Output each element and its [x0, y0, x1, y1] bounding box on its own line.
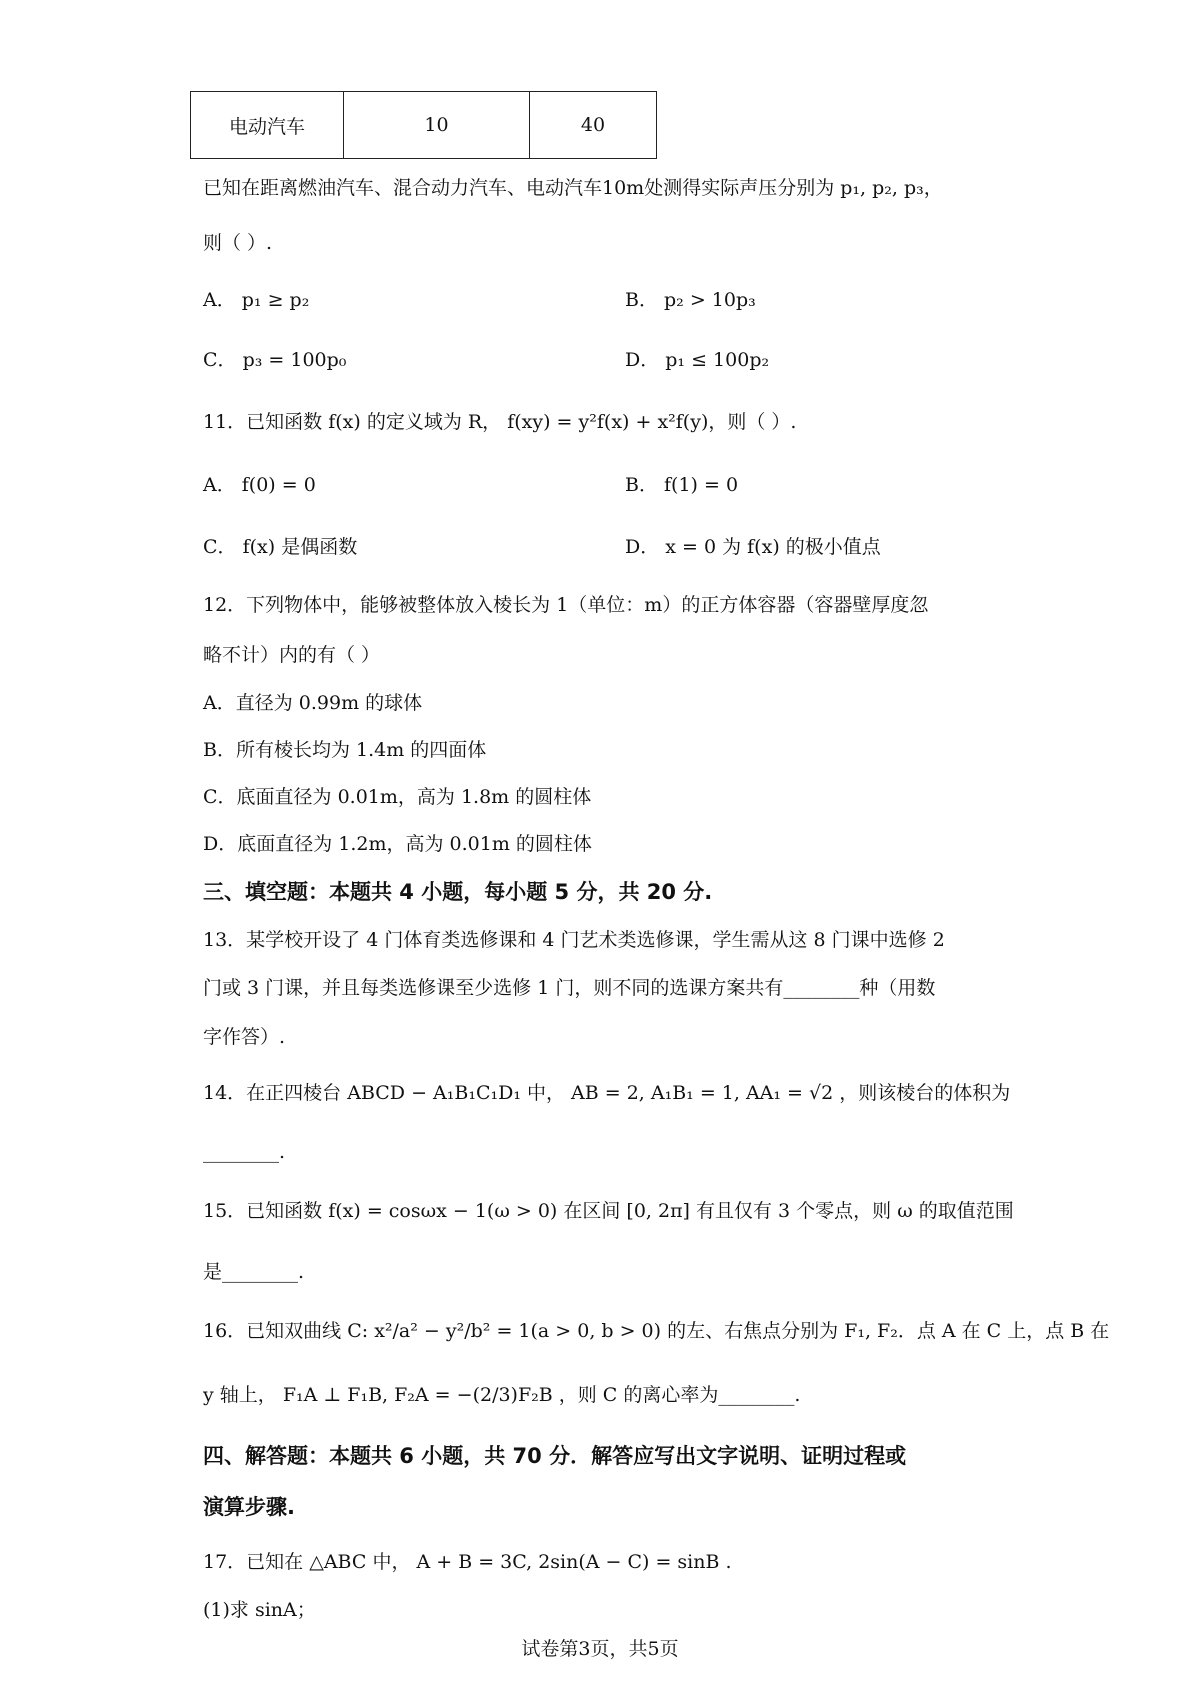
q10-option-b: B． p₂ > 10p₃ [625, 289, 756, 311]
q13-line2: 门或 3 门课，并且每类选修课至少选修 1 门，则不同的选课方案共有________种（用数 [203, 977, 936, 999]
table-row [191, 92, 657, 159]
q12-option-c: C．底面直径为 0.01m，高为 1.8m 的圆柱体 [203, 786, 592, 808]
q16-line1: 16．已知双曲线 C: x²/a² − y²/b² = 1(a > 0, b > 0) 的左、右焦点分别为 F₁, F₂．点 A 在 C 上，点 B 在 [203, 1320, 1110, 1342]
q12-option-a: A．直径为 0.99m 的球体 [203, 692, 423, 714]
q15-line2: 是________. [203, 1261, 305, 1283]
q16-line2: y 轴上， F₁A ⊥ F₁B, F₂A = −(2/3)F₂B ，则 C 的离心率为________. [203, 1384, 801, 1406]
q13-line3: 字作答）. [203, 1026, 286, 1048]
q11-option-b: B． f(1) = 0 [625, 474, 739, 496]
section-3-heading: 三、填空题：本题共 4 小题，每小题 5 分，共 20 分. [203, 880, 713, 904]
table-cell-vehicle: 电动汽车 [191, 92, 344, 159]
q10-stem-line2: 则（ ）. [203, 232, 273, 254]
q15-line1: 15．已知函数 f(x) = cosωx − 1(ω > 0) 在区间 [0, 2π] 有且仅有 3 个零点，则 ω 的取值范围 [203, 1200, 1014, 1222]
sound-pressure-table [190, 91, 657, 159]
q10-stem-line1: 已知在距离燃油汽车、混合动力汽车、电动汽车10m处测得实际声压分别为 p₁, p₂, p₃， [203, 177, 943, 199]
q10-option-c: C． p₃ = 100p₀ [203, 349, 347, 371]
q14-line1: 14．在正四棱台 ABCD − A₁B₁C₁D₁ 中， AB = 2, A₁B₁ = 1, AA₁ = √2 ，则该棱台的体积为 [203, 1082, 1011, 1104]
q12-option-d: D．底面直径为 1.2m，高为 0.01m 的圆柱体 [203, 833, 592, 855]
q11-option-a: A． f(0) = 0 [203, 474, 316, 496]
q13-line1: 13．某学校开设了 4 门体育类选修课和 4 门艺术类选修课，学生需从这 8 门课中选修 2 [203, 929, 945, 951]
section-4-heading-line2: 演算步骤. [203, 1495, 295, 1519]
page-footer: 试卷第3页，共5页 [521, 1638, 679, 1660]
q12-option-b: B．所有棱长均为 1.4m 的四面体 [203, 739, 487, 761]
q12-stem-line2: 略不计）内的有（ ） [203, 644, 381, 666]
q14-line2: ________. [203, 1141, 286, 1163]
q17-part1: (1)求 sinA； [203, 1599, 316, 1621]
table-cell-value-1: 10 [344, 92, 530, 159]
q11-option-d: D． x = 0 为 f(x) 的极小值点 [625, 536, 881, 558]
q12-stem-line1: 12．下列物体中，能够被整体放入棱长为 1（单位：m）的正方体容器（容器壁厚度忽 [203, 594, 929, 616]
q11-option-c: C． f(x) 是偶函数 [203, 536, 358, 558]
q17-stem: 17．已知在 △ABC 中， A + B = 3C, 2sin(A − C) = sinB . [203, 1551, 732, 1573]
table-cell-value-2: 40 [530, 92, 657, 159]
section-4-heading-line1: 四、解答题：本题共 6 小题，共 70 分．解答应写出文字说明、证明过程或 [203, 1444, 907, 1468]
q10-option-a: A． p₁ ≥ p₂ [203, 289, 310, 311]
q11-stem: 11．已知函数 f(x) 的定义域为 R， f(xy) = y²f(x) + x²f(y)，则（ ）. [203, 411, 797, 433]
q10-option-d: D． p₁ ≤ 100p₂ [625, 349, 770, 371]
